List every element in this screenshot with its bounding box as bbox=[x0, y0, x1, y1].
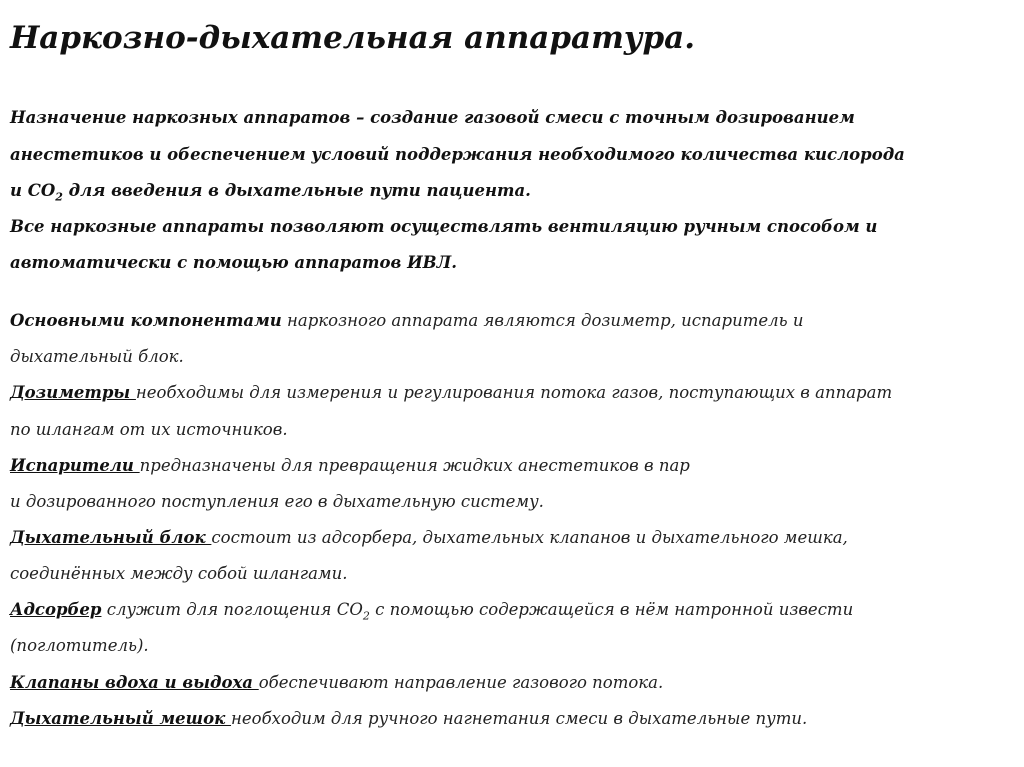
intro-line-5: автоматически с помощью аппаратов ИВЛ. bbox=[10, 253, 457, 272]
dosimeters-text: необходимы для измерения и регулирования потока газов, поступающих в аппарат bbox=[135, 383, 893, 402]
term-breathing-block: Дыхательный блок bbox=[10, 528, 212, 547]
intro-line-3-b: для введения в дыхательные пути пациента. bbox=[62, 181, 531, 200]
intro-line-2: анестетиков и обеспечением условий поддержания необходимого количества кислорода bbox=[10, 145, 905, 164]
bag-line bbox=[10, 709, 807, 728]
bag-text: необходим для ручного нагнетания смеси в дыхательные пути. bbox=[231, 709, 808, 728]
term-adsorber: Адсорбер bbox=[10, 600, 102, 619]
term-breathing-bag: Дыхательный мешок bbox=[10, 709, 232, 728]
components-text: наркозного аппарата являются дозиметр, испаритель и bbox=[281, 311, 804, 330]
vaporizers-line-1 bbox=[10, 456, 690, 475]
term-main-components: Основными компонентами bbox=[10, 311, 282, 330]
adsorber-line-2: (поглотитель). bbox=[10, 636, 149, 655]
dosimeters-line-2: по шлангам от их источников. bbox=[10, 420, 288, 439]
term-dosimeters: Дозиметры bbox=[10, 383, 136, 402]
components-line-1 bbox=[10, 311, 803, 330]
vaporizers-line-2: и дозированного поступления его в дыхательную систему. bbox=[10, 492, 544, 511]
intro-line-3 bbox=[10, 181, 531, 203]
block-text: состоит из адсорбера, дыхательных клапанов и дыхательного мешка, bbox=[211, 528, 848, 547]
adsorber-text-a: служит для поглощения CO bbox=[101, 600, 363, 619]
valves-text: обеспечивают направление газового потока. bbox=[258, 673, 664, 692]
intro-line-3-a: и CO bbox=[10, 181, 56, 200]
term-valves: Клапаны вдоха и выдоха bbox=[10, 673, 259, 692]
dosimeters-line-1 bbox=[10, 383, 892, 402]
subscript: 2 bbox=[55, 190, 63, 204]
block-line-2: соединённых между собой шлангами. bbox=[10, 564, 348, 583]
components-line-2: дыхательный блок. bbox=[10, 347, 184, 366]
intro-line-1: Назначение наркозных аппаратов – создание газовой смеси с точным дозированием bbox=[10, 108, 855, 127]
page-title: Наркозно-дыхательная аппаратура. bbox=[10, 20, 696, 56]
valves-line bbox=[10, 673, 663, 692]
term-vaporizers: Испарители bbox=[10, 456, 140, 475]
subscript: 2 bbox=[362, 609, 370, 623]
adsorber-line-1 bbox=[10, 600, 853, 622]
block-line-1 bbox=[10, 528, 848, 547]
intro-line-4: Все наркозные аппараты позволяют осуществлять вентиляцию ручным способом и bbox=[10, 217, 878, 236]
adsorber-text-b: с помощью содержащейся в нём натронной извести bbox=[369, 600, 854, 619]
vaporizers-text: предназначены для превращения жидких анестетиков в пар bbox=[139, 456, 690, 475]
